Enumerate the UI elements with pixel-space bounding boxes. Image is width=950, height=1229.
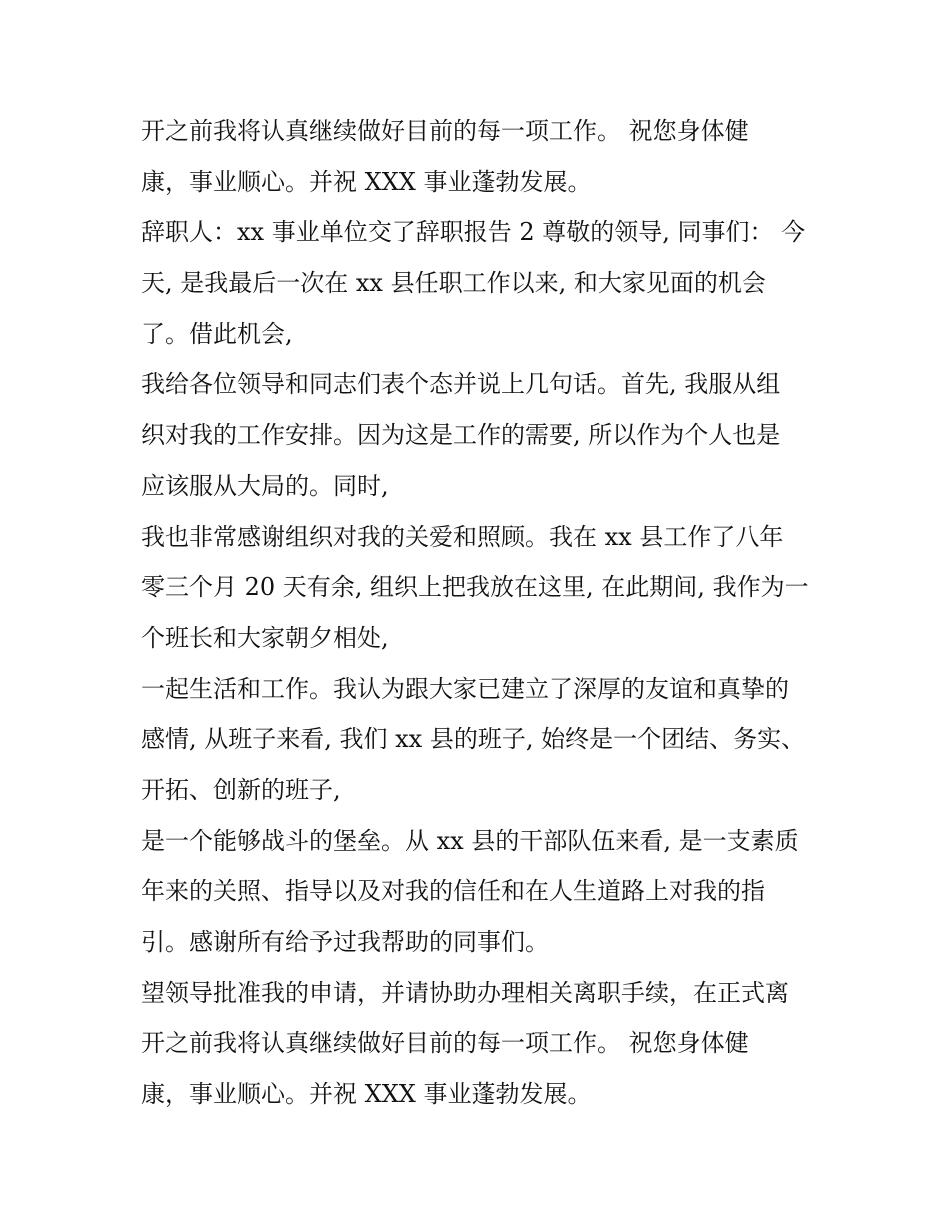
text-line: 天, 是我最后一次在 xx 县任职工作以来, 和大家见面的机会 [141,269,766,298]
text-line: 辞职人：xx 事业单位交了辞职报告 2 尊敬的领导, 同事们： 今 [141,218,806,247]
text-line: 引。感谢所有给予过我帮助的同事们。 [141,928,549,956]
text-line: 零三个月 20 天有余, 组织上把我放在这里, 在此期间, 我作为一 [141,573,809,602]
text-line: 我给各位领导和同志们表个态并说上几句话。首先, 我服从组 [141,370,781,399]
text-line: 了。借此机会, [141,319,293,348]
text-line: 织对我的工作安排。因为这是工作的需要, 所以作为个人也是 [141,421,781,450]
text-line: 是一个能够战斗的堡垒。从 xx 县的干部队伍来看, 是一支素质 [141,826,799,855]
text-line: 康，事业顺心。并祝 XXX 事业蓬勃发展。 [141,1080,592,1109]
text-line: 个班长和大家朝夕相处, [141,623,389,652]
text-line: 我也非常感谢组织对我的关爱和照顾。我在 xx 县工作了八年 [141,522,784,551]
text-line: 康，事业顺心。并祝 XXX 事业蓬勃发展。 [141,167,592,196]
text-line: 应该服从大局的。同时, [141,471,389,500]
text-line: 开拓、创新的班子, [141,775,341,804]
text-line: 一起生活和工作。我认为跟大家已建立了深厚的友谊和真挚的 [141,674,789,703]
text-line: 开之前我将认真继续做好目前的每一项工作。 祝您身体健 [141,1029,749,1058]
text-line: 感情, 从班子来看, 我们 xx 县的班子, 始终是一个团结、务实、 [141,725,806,754]
text-line: 开之前我将认真继续做好目前的每一项工作。 祝您身体健 [141,117,749,145]
text-line: 望领导批准我的申请，并请协助办理相关离职手续，在正式离 [141,978,789,1007]
document-body [141,106,821,1120]
text-line: 年来的关照、指导以及对我的信任和在人生道路上对我的指 [141,877,765,906]
